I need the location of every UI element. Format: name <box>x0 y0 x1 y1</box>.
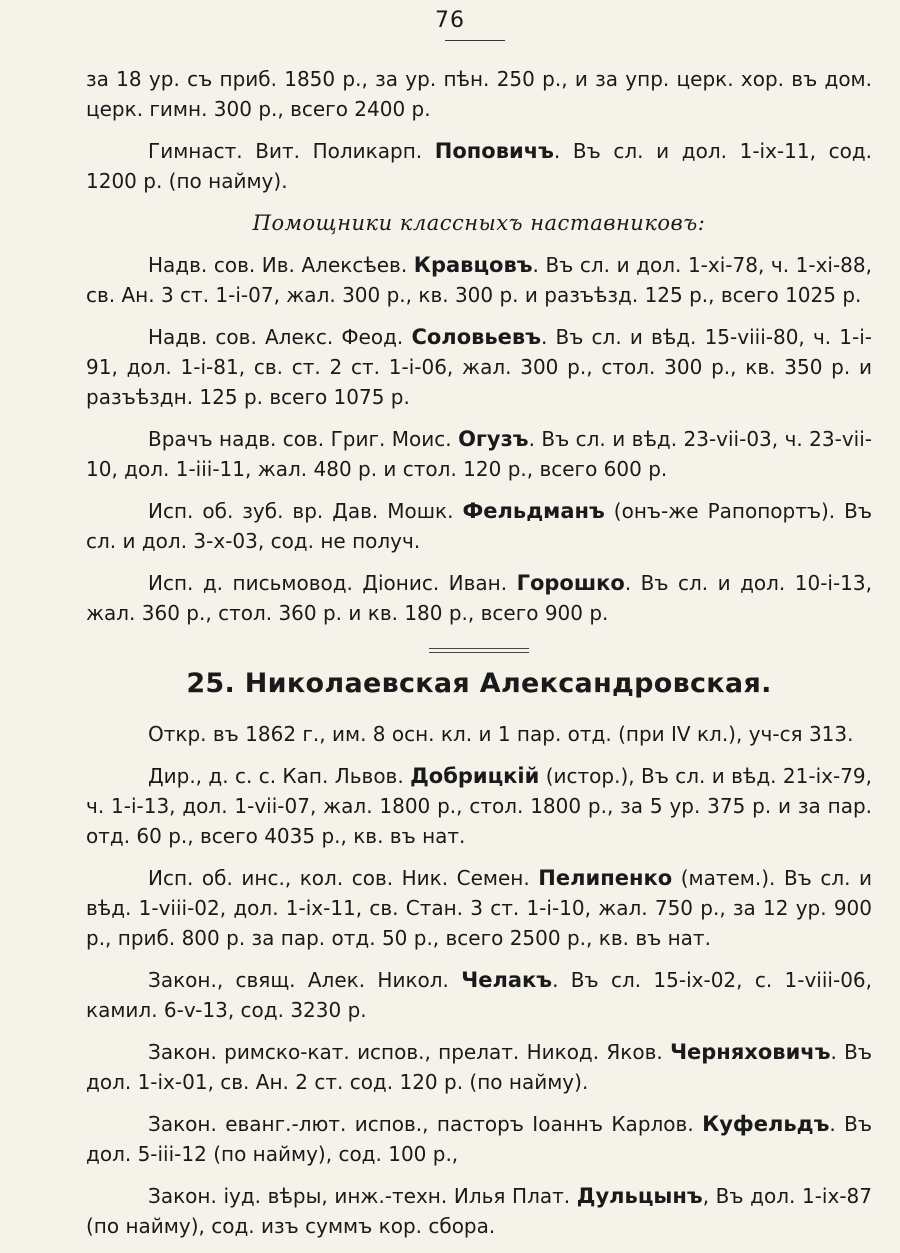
entry-paragraph <box>86 568 872 628</box>
entry-text: Закон., свящ. Алек. Никол. <box>148 968 462 992</box>
entry-paragraph <box>86 64 872 124</box>
entry-text: Дир., д. с. с. Кап. Львов. <box>148 764 411 788</box>
top-block <box>86 64 872 196</box>
entry-paragraph <box>86 1109 872 1169</box>
entry-details: . Въ сл. и дол. 1-ix-11, сод. 1200 р. (по найму). <box>86 139 872 193</box>
entry-details: . Въ сл. и дол. 1-xi-78, ч. 1-xi-88, св. Ан. 3 ст. 1-i-07, жал. 300 р., кв. 300 р. и разъѣзд. 125 р., всего 1025 р. <box>86 253 872 307</box>
person-surname: Дульцынъ <box>576 1184 703 1208</box>
person-surname: Горошко <box>516 571 625 595</box>
entry-text: за 18 ур. съ приб. 1850 р., за ур. пѣн. 250 р., и за упр. церк. хор. въ дом. церк. гимн. 300 р., всего 2400 р. <box>86 67 872 121</box>
entry-text: Закон. іуд. вѣры, инж.-техн. Илья Плат. <box>148 1184 577 1208</box>
person-surname: Пелипенко <box>538 866 673 890</box>
entry-text: Закон. римско-кат. испов., прелат. Никод. Яков. <box>148 1040 671 1064</box>
entry-paragraph <box>86 719 872 749</box>
entry-paragraph <box>86 250 872 310</box>
entry-paragraph <box>86 1181 872 1241</box>
entry-text: Откр. въ 1862 г., им. 8 осн. кл. и 1 пар. отд. (при IV кл.), уч-ся 313. <box>148 722 854 746</box>
person-surname: Огузъ <box>458 427 529 451</box>
page-number: 76 <box>435 8 465 33</box>
assistants-subheading: Помощники классныхъ наставниковъ: <box>252 211 706 235</box>
section-block <box>86 719 872 1241</box>
person-surname: Соловьевъ <box>411 325 541 349</box>
section-heading: 25. Николаевская Александровская. <box>186 668 772 699</box>
entry-paragraph <box>86 496 872 556</box>
person-surname: Поповичъ <box>434 139 554 163</box>
page-content <box>86 64 872 1253</box>
section-divider <box>429 648 529 653</box>
entry-text: Закон. еванг.-лют. испов., пасторъ Іоаннъ Карлов. <box>148 1112 703 1136</box>
person-surname: Черняховичъ <box>670 1040 831 1064</box>
entry-details: . Въ сл. и дол. 10-i-13, жал. 360 р., стол. 360 р. и кв. 180 р., всего 900 р. <box>86 571 872 625</box>
entry-details: . Въ дол. 1-ix-01, св. Ан. 2 ст. сод. 120 р. (по найму). <box>86 1040 872 1094</box>
entry-text: Надв. сов. Ив. Алексѣев. <box>148 253 414 277</box>
person-surname: Куфельдъ <box>702 1112 830 1136</box>
entry-paragraph <box>86 424 872 484</box>
entry-text: Гимнаст. Вит. Поликарп. <box>148 139 435 163</box>
entry-text: Надв. сов. Алекс. Феод. <box>148 325 412 349</box>
person-surname: Кравцовъ <box>413 253 533 277</box>
entry-details: , Въ дол. 1-ix-87 (по найму), сод. изъ суммъ кор. сбора. <box>86 1184 872 1238</box>
person-surname: Добрицкій <box>410 764 540 788</box>
entry-details: . Въ сл. 15-ix-02, с. 1-viii-06, камил. 6-v-13, сод. 3230 р. <box>86 968 872 1022</box>
entry-details: . Въ сл. и вѣд. 23-vii-03, ч. 23-vii-10, дол. 1-iii-11, жал. 480 р. и стол. 120 р., всего 600 р. <box>86 427 873 481</box>
entry-details: . Въ дол. 5-iii-12 (по найму), сод. 100 р., <box>86 1112 872 1166</box>
entry-paragraph <box>86 863 872 953</box>
entry-paragraph <box>86 322 872 412</box>
entry-paragraph <box>86 965 872 1025</box>
entry-paragraph <box>86 761 872 851</box>
assistants-block <box>86 250 872 628</box>
entry-text: Исп. об. инс., кол. сов. Ник. Семен. <box>148 866 539 890</box>
person-surname: Челакъ <box>461 968 553 992</box>
person-surname: Фельдманъ <box>462 499 605 523</box>
entry-text: Врачъ надв. сов. Григ. Моис. <box>148 427 459 451</box>
entry-text: Исп. об. зуб. вр. Дав. Мошк. <box>148 499 463 523</box>
entry-paragraph <box>86 1037 872 1097</box>
entry-text: Исп. д. письмовод. Діонис. Иван. <box>148 571 517 595</box>
page-number-rule <box>445 40 505 41</box>
entry-details: . Въ сл. и вѣд. 15-viii-80, ч. 1-i-91, дол. 1-i-81, св. ст. 2 ст. 1-i-06, жал. 300 р., стол. 300 р., кв. 350 р. и разъѣздн. 125 р. всего 1075 р. <box>86 325 872 409</box>
entry-details: (истор.), Въ сл. и вѣд. 21-ix-79, ч. 1-i-13, дол. 1-vii-07, жал. 1800 р., стол. 1800 р., за 5 ур. 375 р. и за пар. отд. 60 р., всего 4035 р., кв. въ нат. <box>86 764 872 848</box>
entry-paragraph <box>86 136 872 196</box>
entry-details: (матем.). Въ сл. и вѣд. 1-viii-02, дол. 1-ix-11, св. Стан. 3 ст. 1-i-10, жал. 750 р., за 12 ур. 900 р., приб. 800 р. за пар. отд. 50 р., всего 2500 р., кв. въ нат. <box>86 866 873 950</box>
entry-details: (онъ-же Рапопортъ). Въ сл. и дол. 3-x-03, сод. не получ. <box>86 499 872 553</box>
